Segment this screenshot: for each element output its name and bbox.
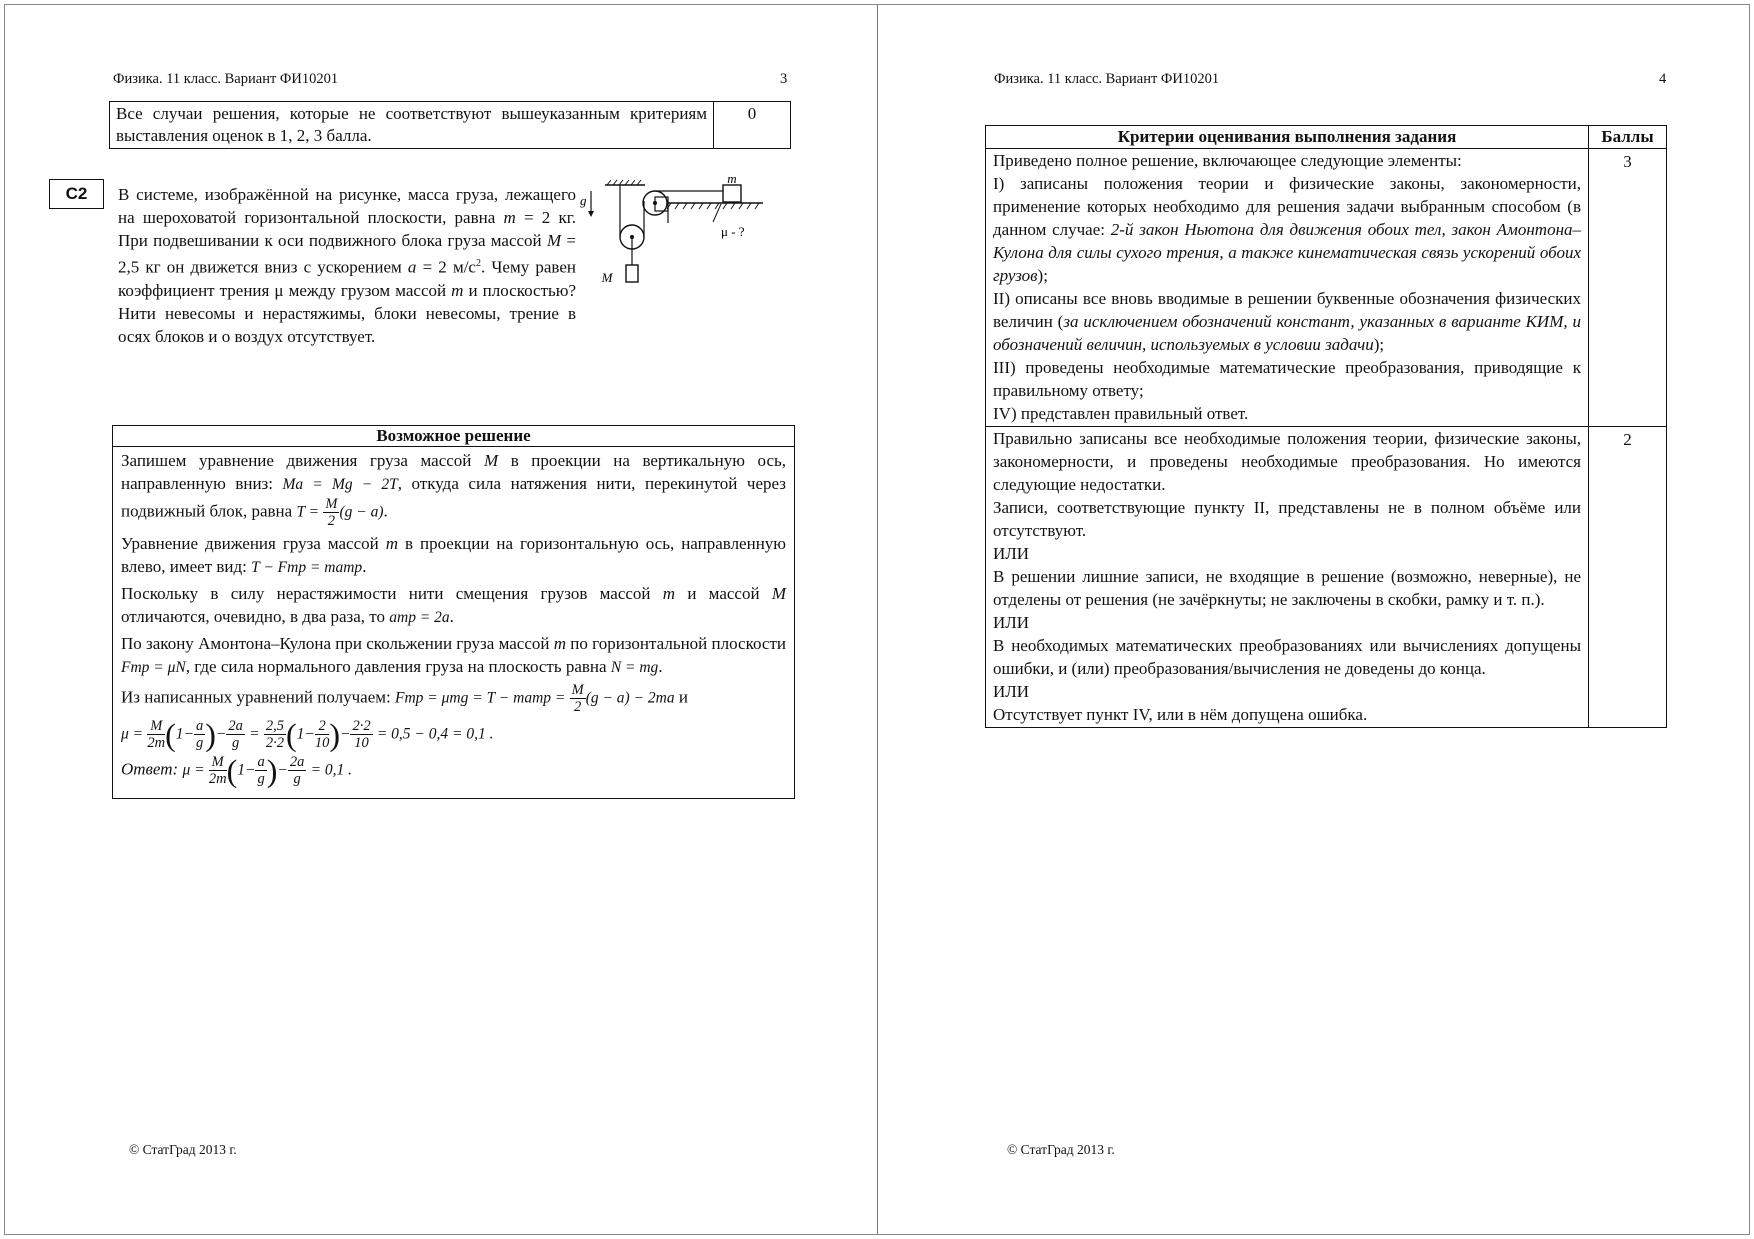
points-cell: 0 (714, 102, 791, 149)
column-header-points: Баллы (1589, 126, 1667, 149)
points-cell: 2 (1589, 427, 1667, 728)
table-row (986, 427, 1667, 728)
criteria-cell: Все случаи решения, которые не соответствуют вышеуказанным критериям выставления оценок в 1, 2, 3 балла. (110, 102, 714, 149)
table-hatch (667, 203, 759, 209)
criteria-table (985, 125, 1667, 728)
mass-m-block (723, 185, 741, 202)
criteria-cell: Приведено полное решение, включающее следующие элементы: I) записаны положения теории и физические законы, закономерности, применение которых необходимо для решения задачи выбранным способом (в данном случае: 2-й закон Ньютона для движения обоих тел, закон Амонтона–Кулона для силы сухого трения, а также кинематическая связь ускорений обоих грузов); II) описаны все вновь вводимые в решении буквенные обозначения физических величин (за исключением обозначений констант, указанных в варианте КИМ, и обозначений величин, используемых в условии задачи); III) проведены необходимые математические преобразования, приводящие к правильному ответу; IV) представлен правильный ответ. (986, 149, 1589, 427)
right-page (879, 5, 1751, 1234)
fraction: $\frac{M}{2}$ (325, 496, 338, 529)
table-header-row (986, 126, 1667, 149)
solution-title: Возможное решение (113, 426, 794, 447)
column-header-criteria: Критерии оценивания выполнения задания (986, 126, 1589, 149)
solution-answer: Ответ: μ = $\frac{M}{2m}$ (1− $\frac{a}{g}$ )− $\frac{2a}{g}$ = 0,1 . (121, 752, 353, 789)
page-header: Физика. 11 класс. Вариант ФИ10201 (113, 71, 339, 87)
task-label: C2 (49, 179, 104, 209)
solution-paragraph: По закону Амонтона–Кулона при скольжении груза массой m по горизонтальной плоскости Fтр = μN, где сила нормального давления груза на плоскость равна N = mg. (121, 634, 786, 676)
criteria-cell: Правильно записаны все необходимые положения теории, физические законы, закономерности, и проведены необходимые преобразования. Но имеются следующие недостатки. Записи, соответствующие пункту II, представлены не в полном объёме или отсутствуют. ИЛИ В решении лишние записи, не входящие в решение (возможно, неверные), не отделены от решения (не зачёркнуты; не заключены в скобки, рамку и т. п.). ИЛИ В необходимых математических преобразованиях или вычислениях допущены ошибки, и (или) преобразования/вычисления не доведены до конца. ИЛИ Отсутствует пункт IV, или в нём допущена ошибка. (986, 427, 1589, 728)
page-number: 3 (780, 71, 788, 87)
solution-paragraph: Запишем уравнение движения груза массой M в проекции на вертикальную ось, направленную вниз: Ma = Mg − 2T, откуда сила натяжения нити, перекинутой через подвижный блок, равна T = $\frac{M}{2}$ (g − a). (121, 451, 786, 529)
solution-paragraph: Поскольку в силу нерастяжимости нити смещения грузов массой m и массой M отличаются, очевидно, в два раза, то aтр = 2a. (121, 584, 786, 626)
solution-box (112, 425, 795, 799)
table-row (110, 102, 791, 149)
page-header: Физика. 11 класс. Вариант ФИ10201 (994, 71, 1220, 87)
solution-paragraph: Уравнение движения груза массой m в проекции на горизонтальную ось, направленную влево, имеет вид: T − Fтр = maтр. (121, 534, 786, 576)
pulley-diagram (580, 171, 763, 317)
gravity-arrowhead-icon (588, 211, 594, 217)
left-page (5, 5, 878, 1234)
page-footer: © СтатГрад 2013 г. (1007, 1142, 1115, 1157)
points-cell: 3 (1589, 149, 1667, 427)
mass-M-block (626, 265, 638, 282)
label-M: M (601, 270, 613, 285)
criteria-continuation-table (109, 101, 791, 149)
label-g: g (580, 193, 587, 208)
task-statement: В системе, изображённой на рисунке, масса груза, лежащего на шероховатой горизонтальной плоскости, равна m = 2 кг. При подвешивании к оси подвижного блока груза массой M = 2,5 кг он движется вниз с ускорением a = 2 $м/с^2$. Чему равен коэффициент трения μ между грузом массой m и плоскостью? Нити невесомы и нерастяжимы, блоки невесомы, трение в осях блоков и о воздух отсутствует. (118, 185, 577, 346)
page-number: 4 (1659, 71, 1667, 87)
label-m: m (727, 171, 737, 186)
page-spread (4, 4, 1750, 1235)
table-row (986, 149, 1667, 427)
fraction: $\frac{M}{2}$ (571, 682, 584, 715)
solution-formula: μ = $\frac{M}{2m}$ (1− $\frac{a}{g}$ )− $\frac{2a}{g}$ = $\frac{2,5}{2\cdot 2}$ (1− $\frac{2}{10}$ )− $\frac{2\cdot 2}{10}$ = 0,5 − 0,4 = 0,1 . (121, 716, 494, 753)
solution-body (113, 447, 794, 798)
label-friction: μ - ? (721, 224, 745, 239)
page-footer: © СтатГрад 2013 г. (129, 1142, 237, 1157)
solution-paragraph: Из написанных уравнений получаем: Fтр = μmg = T − maтр = $\frac{M}{2}$ (g − a) − 2ma и (121, 682, 688, 715)
